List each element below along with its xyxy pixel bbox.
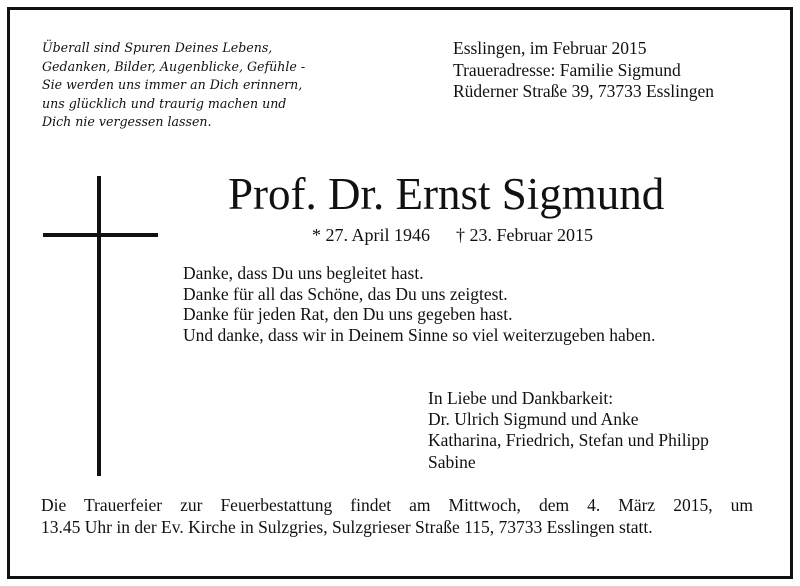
service-line: 13.45 Uhr in der Ev. Kirche in Sulzgries, Sulzgrieser Straße 115, 73733 Esslingen statt.	[41, 516, 653, 537]
mourner-line: Katharina, Friedrich, Stefan und Philipp	[428, 430, 709, 451]
cross-icon	[97, 176, 101, 476]
quote-line: Überall sind Spuren Deines Lebens,	[42, 40, 273, 55]
cross-icon-bar	[43, 233, 158, 237]
mourning-address	[453, 38, 714, 103]
life-dates	[312, 224, 593, 246]
birth-date: * 27. April 1946	[312, 225, 431, 245]
thanks-poem	[183, 263, 655, 345]
poem-line: Danke für all das Schöne, das Du uns zeigtest.	[183, 283, 508, 304]
funeral-service-notice	[41, 495, 753, 538]
poem-line: Danke, dass Du uns begleitet hast.	[183, 263, 424, 283]
quote-line: uns glücklich und traurig machen und	[42, 95, 287, 111]
mourner-line: Sabine	[428, 451, 476, 472]
address-line: Rüderner Straße 39, 73733 Esslingen	[453, 81, 714, 101]
quote-line: Dich nie vergessen lassen.	[42, 114, 212, 130]
address-line: Traueradresse: Familie Sigmund	[453, 59, 681, 80]
quote-line: Gedanken, Bilder, Augenblicke, Gefühle -	[42, 58, 306, 74]
quote-line: Sie werden uns immer an Dich erinnern,	[42, 77, 303, 93]
poem-line: Und danke, dass wir in Deinem Sinne so viel weiterzugeben haben.	[183, 324, 656, 345]
mourners-list	[428, 388, 709, 473]
mourner-line: Dr. Ulrich Sigmund und Anke	[428, 409, 639, 430]
service-line: Die Trauerfeier zur Feuerbestattung findet am Mittwoch, dem 4. März 2015, um	[41, 495, 753, 515]
deceased-name: Prof. Dr. Ernst Sigmund	[228, 169, 665, 219]
poem-line: Danke für jeden Rat, den Du uns gegeben hast.	[183, 304, 513, 324]
place-date: Esslingen, im Februar 2015	[453, 38, 647, 58]
mourners-heading: In Liebe und Dankbarkeit:	[428, 388, 614, 408]
death-date: † 23. Februar 2015	[456, 225, 593, 245]
memorial-quote	[42, 39, 352, 132]
